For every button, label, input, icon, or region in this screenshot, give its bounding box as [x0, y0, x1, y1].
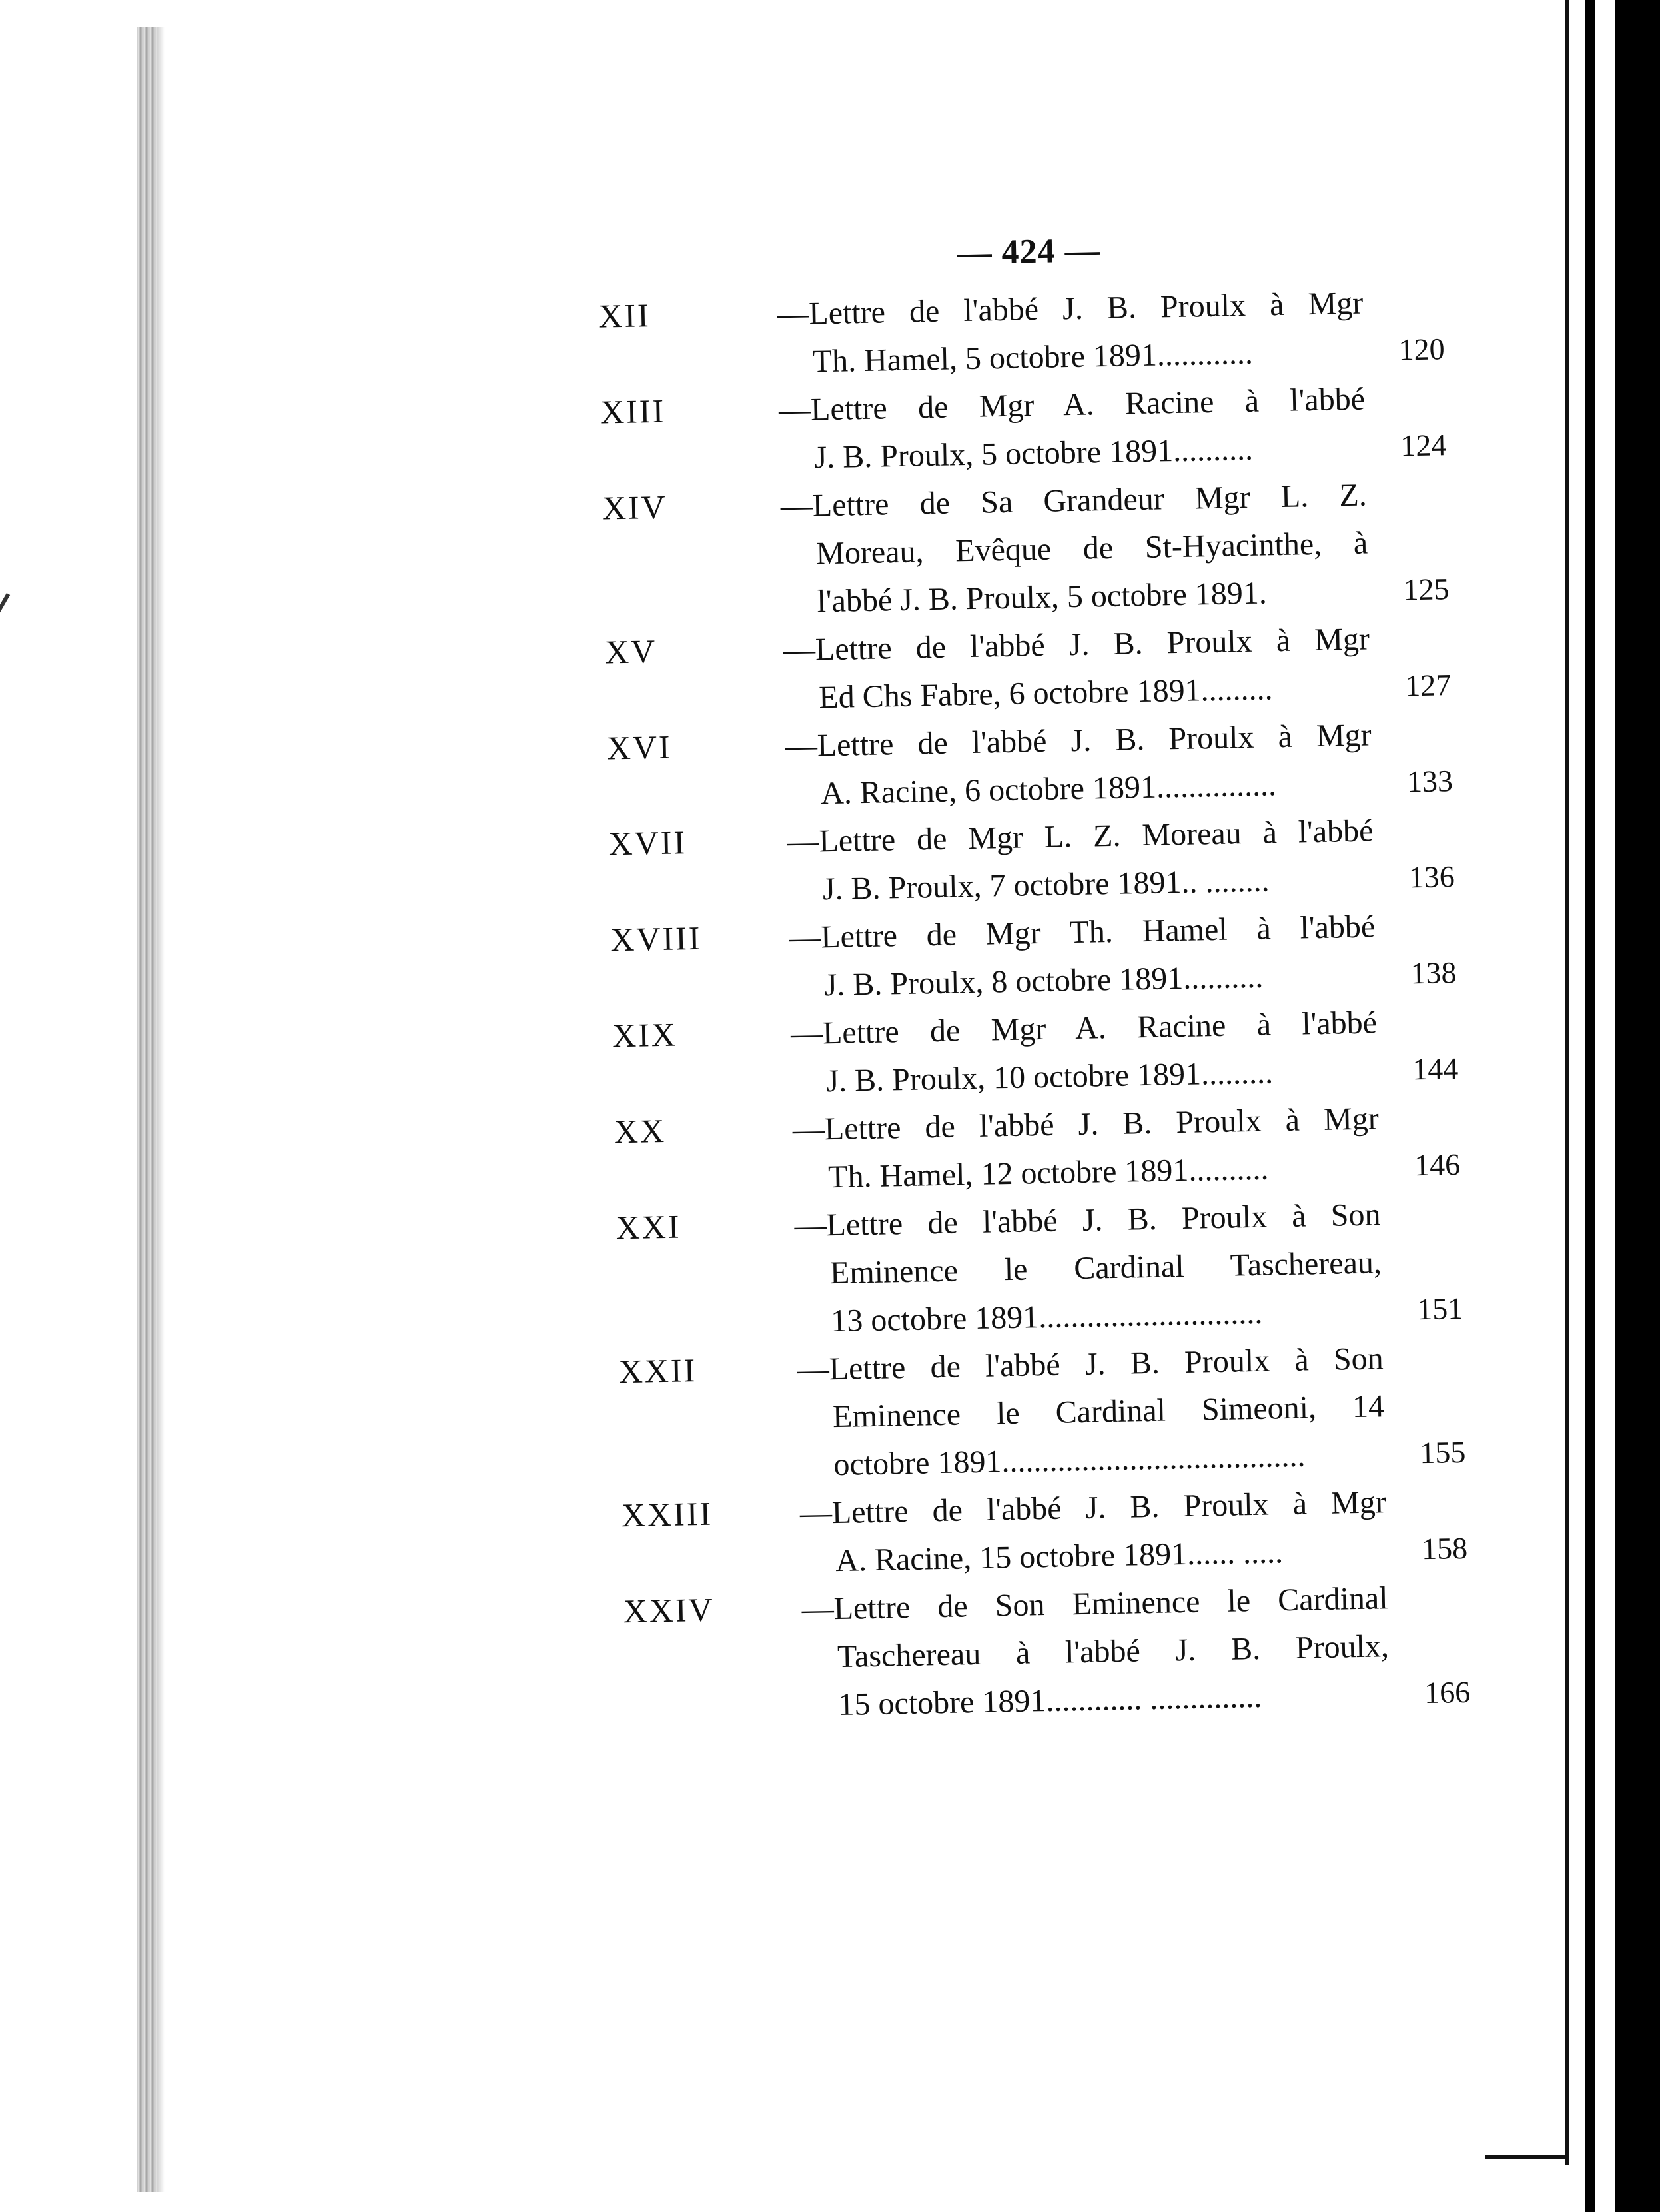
- entry-line: —Lettre de Mgr A. Racine à l'abbé: [790, 1005, 1378, 1052]
- entry-line: l'abbé J. B. Proulx, 5 octobre 1891.: [817, 575, 1268, 620]
- entry-numeral: XIII: [600, 392, 666, 431]
- entry-title: [780, 471, 1369, 626]
- entry-title: [778, 376, 1366, 483]
- entry-numeral: XII: [598, 296, 651, 335]
- entry-line: —Lettre de l'abbé J. B. Proulx à Mgr: [776, 285, 1364, 332]
- entry-numeral: XVII: [608, 824, 687, 863]
- entry-line: octobre 1891......................................: [833, 1438, 1306, 1483]
- entry-title: [783, 615, 1371, 722]
- entry-title: [790, 999, 1378, 1106]
- entry-line: J. B. Proulx, 5 octobre 1891..........: [813, 431, 1254, 476]
- entry-title: [792, 1095, 1380, 1202]
- entry-page-number: 133: [1406, 764, 1453, 799]
- entry-title: [777, 280, 1365, 387]
- entry-page-number: 144: [1412, 1051, 1459, 1087]
- entry-title: [785, 711, 1373, 818]
- entry-line: A. Racine, 6 octobre 1891...............: [820, 767, 1277, 812]
- entry-page-number: 158: [1421, 1530, 1468, 1566]
- entry-numeral: XIX: [612, 1015, 678, 1055]
- entry-numeral: XV: [604, 632, 657, 671]
- entry-numeral: XXI: [616, 1207, 681, 1247]
- entry-line: —Lettre de l'abbé J. B. Proulx à Son: [794, 1197, 1381, 1244]
- entry-numeral: XIV: [602, 488, 668, 527]
- entry-title: [789, 903, 1377, 1010]
- entry-page-number: 136: [1408, 859, 1455, 895]
- entry-page-number: 124: [1400, 428, 1447, 463]
- entry-line: —Lettre de Son Eminence le Cardinal: [801, 1580, 1389, 1628]
- entry-line: —Lettre de l'abbé J. B. Proulx à Mgr: [792, 1101, 1380, 1148]
- entry-line: 13 octobre 1891............................: [830, 1295, 1263, 1339]
- entry-line: Eminence le Cardinal Taschereau,: [829, 1245, 1382, 1291]
- entry-numeral: XXII: [618, 1351, 697, 1390]
- entry-page-number: 166: [1424, 1674, 1471, 1710]
- entry-line: J. B. Proulx, 10 octobre 1891.........: [825, 1055, 1274, 1099]
- page-number: — 424 —: [957, 231, 1101, 273]
- entry-line: J. B. Proulx, 7 octobre 1891.. ........: [822, 863, 1270, 907]
- entry-line: —Lettre de Mgr Th. Hamel à l'abbé: [788, 909, 1376, 956]
- entry-line: —Lettre de l'abbé J. B. Proulx à Son: [797, 1341, 1384, 1388]
- entry-numeral: XVI: [606, 728, 673, 767]
- entry-line: —Lettre de Mgr L. Z. Moreau à l'abbé: [787, 813, 1374, 860]
- entry-page-number: 127: [1404, 668, 1452, 703]
- entry-line: —Lettre de l'abbé J. B. Proulx à Mgr: [799, 1484, 1387, 1532]
- entry-line: Moreau, Evêque de St-Hyacinthe, à: [815, 525, 1368, 572]
- entry-line: Eminence le Cardinal Simeoni, 14: [832, 1388, 1385, 1435]
- entry-numeral: XXIV: [623, 1590, 715, 1630]
- entry-numeral: XX: [614, 1111, 667, 1151]
- entry-line: A. Racine, 15 octobre 1891...... .....: [835, 1534, 1284, 1579]
- entry-title: [794, 1191, 1383, 1346]
- entry-page-number: 125: [1402, 572, 1450, 607]
- entry-page-number: 120: [1398, 332, 1446, 367]
- entry-page-number: 151: [1416, 1291, 1463, 1327]
- entry-line: 15 octobre 1891............ ..............: [837, 1678, 1262, 1723]
- entry-line: —Lettre de l'abbé J. B. Proulx à Mgr: [785, 717, 1372, 764]
- entry-title: [787, 807, 1375, 914]
- entry-title: [797, 1335, 1386, 1490]
- entry-title: [799, 1478, 1388, 1586]
- entry-page-number: 138: [1410, 955, 1457, 991]
- entry-page-number: 155: [1419, 1434, 1466, 1470]
- toc-entry: [598, 280, 1464, 380]
- entry-line: —Lettre de Mgr A. Racine à l'abbé: [778, 381, 1366, 428]
- entry-line: Ed Chs Fabre, 6 octobre 1891.........: [818, 671, 1274, 716]
- entry-line: Th. Hamel, 12 octobre 1891..........: [827, 1151, 1269, 1195]
- entry-page-number: 146: [1414, 1147, 1461, 1183]
- entry-line: Th. Hamel, 5 octobre 1891............: [812, 335, 1254, 380]
- entry-line: J. B. Proulx, 8 octobre 1891..........: [824, 959, 1264, 1003]
- entry-line: Taschereau à l'abbé J. B. Proulx,: [837, 1628, 1390, 1675]
- entry-numeral: XVIII: [610, 919, 702, 959]
- entry-title: [801, 1574, 1390, 1730]
- entry-line: —Lettre de Sa Grandeur Mgr L. Z.: [780, 477, 1368, 524]
- entry-numeral: XXIII: [621, 1494, 713, 1534]
- entry-line: —Lettre de l'abbé J. B. Proulx à Mgr: [783, 621, 1370, 668]
